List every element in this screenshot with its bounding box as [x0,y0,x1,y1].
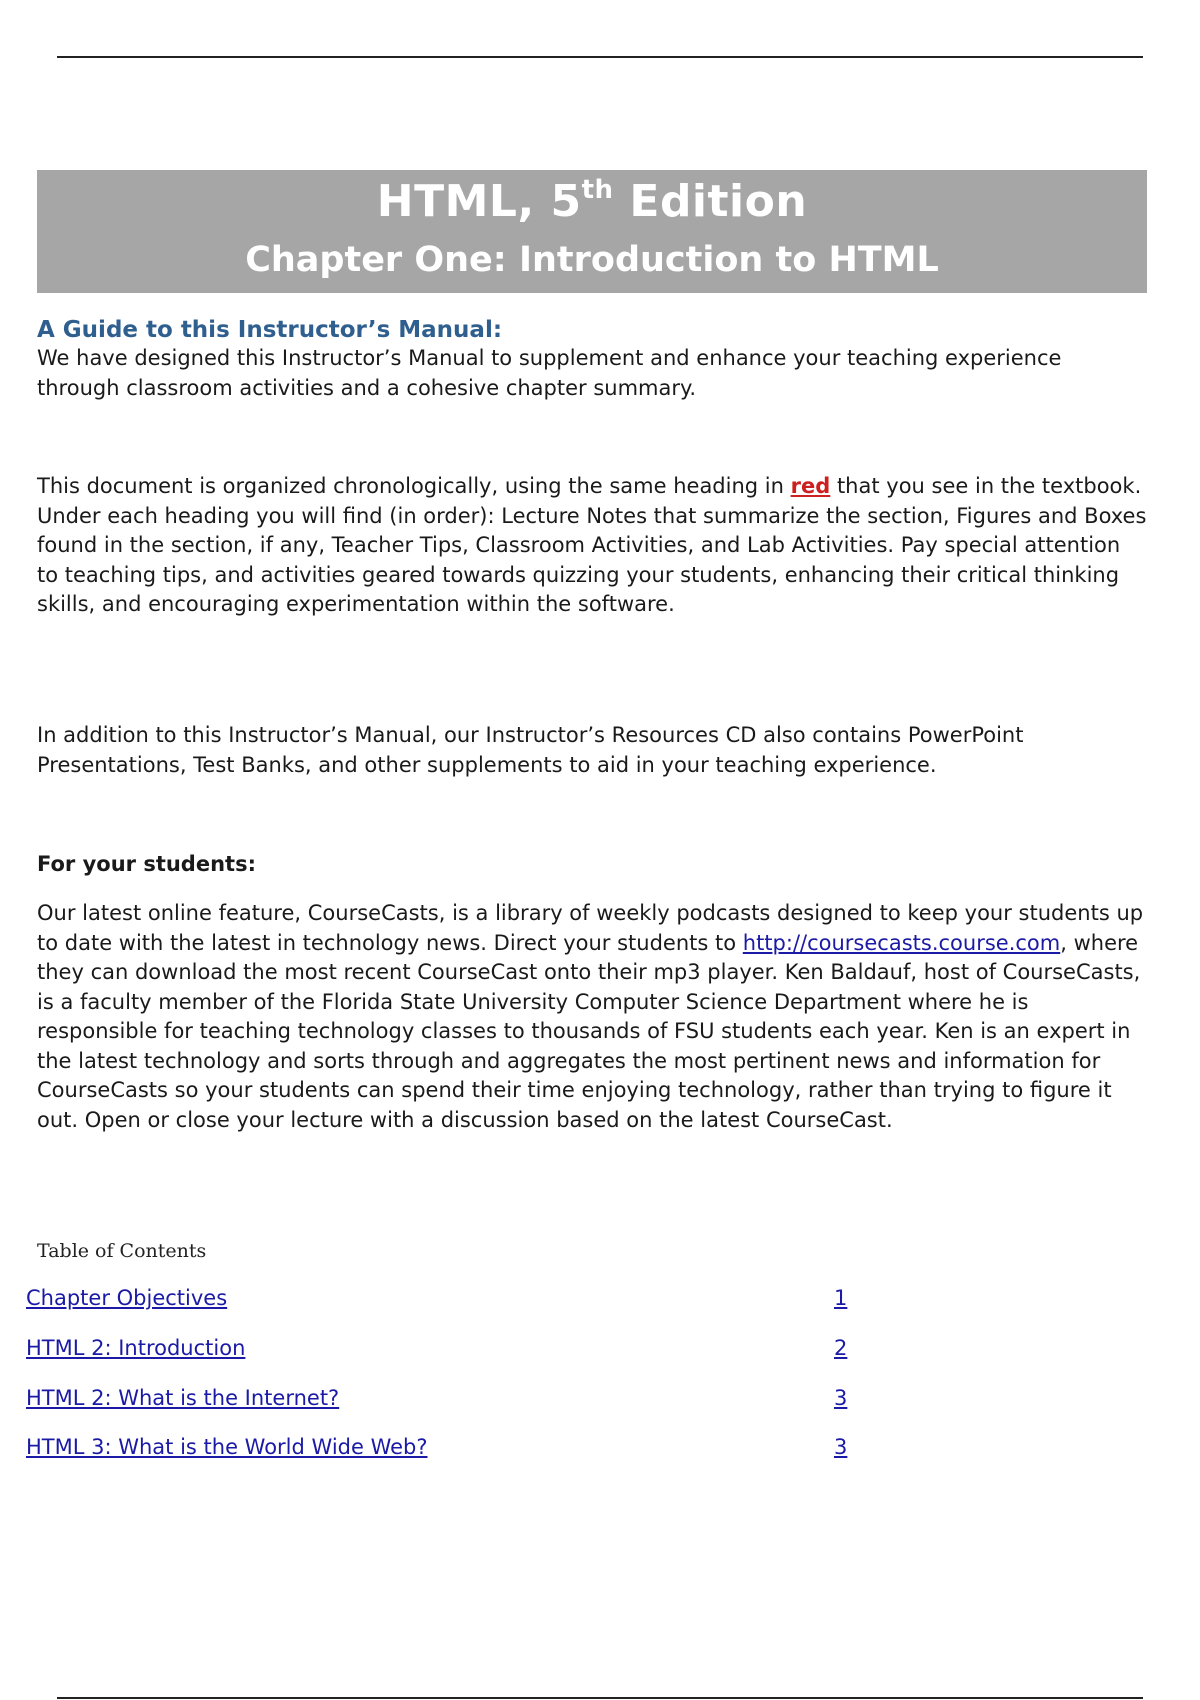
title-banner [37,170,1147,293]
toc-entry-title[interactable]: Chapter Objectives [26,1286,228,1310]
guide-section [37,316,1147,403]
red-keyword: red [790,474,831,498]
students-heading: For your students: [37,852,256,876]
guide-paragraph-3: In addition to this Instructor’s Manual, our Instructor’s Resources CD also contains PowerPoint Presentations, Test Banks, and other supplements to aid in your teaching experience. [37,723,1024,777]
toc-entry-page[interactable]: 3 [834,1386,848,1410]
toc-entry [26,1435,856,1465]
toc-entry-title[interactable]: HTML 2: Introduction [26,1336,246,1360]
toc-heading: Table of Contents [37,1240,207,1262]
toc-entry [26,1336,856,1366]
toc-entry-title[interactable]: HTML 2: What is the Internet? [26,1386,340,1410]
toc-entry [26,1386,856,1416]
bottom-rule [57,1697,1143,1699]
students-paragraph: Our latest online feature, CourseCasts, is a library of weekly podcasts designed to keep your students up to date with the latest in technology news. Direct your students to http://coursecasts.course.com, where they can download the most recent CourseCast onto their mp3 player. Ken Baldauf, host of CourseCasts, is a faculty member of the Florida State University Computer Science Department where he is responsible for teaching technology classes to thousands of FSU students each year. Ken is an expert in the latest technology and sorts through and aggregates the most pertinent news and information for CourseCasts so your students can spend their time enjoying technology, rather than trying to figure it out. Open or close your lecture with a discussion based on the latest CourseCast. [37,901,1144,1132]
coursecasts-link[interactable]: http://coursecasts.course.com [742,930,1061,955]
guide-paragraph-2: This document is organized chronologically, using the same heading in red that you see in the textbook. Under each heading you will find (in order): Lecture Notes that summarize the section, Figures and Boxes found in the section, if any, Teacher Tips, Classroom Activities, and Lab Activities. Pay special attention to teaching tips, and activities geared towards quizzing your students, enhancing their critical thinking skills, and encouraging experimentation within the software. [37,474,1147,616]
top-rule [57,56,1143,58]
toc-entry [26,1286,856,1316]
guide-paragraph-1: We have designed this Instructor’s Manual to supplement and enhance your teaching experience through classroom activities and a cohesive chapter summary. [37,346,1062,400]
guide-heading: A Guide to this Instructor’s Manual: [37,317,503,343]
toc-entry-page[interactable]: 1 [834,1286,848,1310]
chapter-subtitle: Chapter One: Introduction to HTML [245,240,939,280]
document-title: HTML, 5th Edition [376,174,808,227]
toc-entry-page[interactable]: 2 [834,1336,848,1360]
toc-entry-page[interactable]: 3 [834,1435,848,1459]
toc-entry-title[interactable]: HTML 3: What is the World Wide Web? [26,1435,428,1459]
